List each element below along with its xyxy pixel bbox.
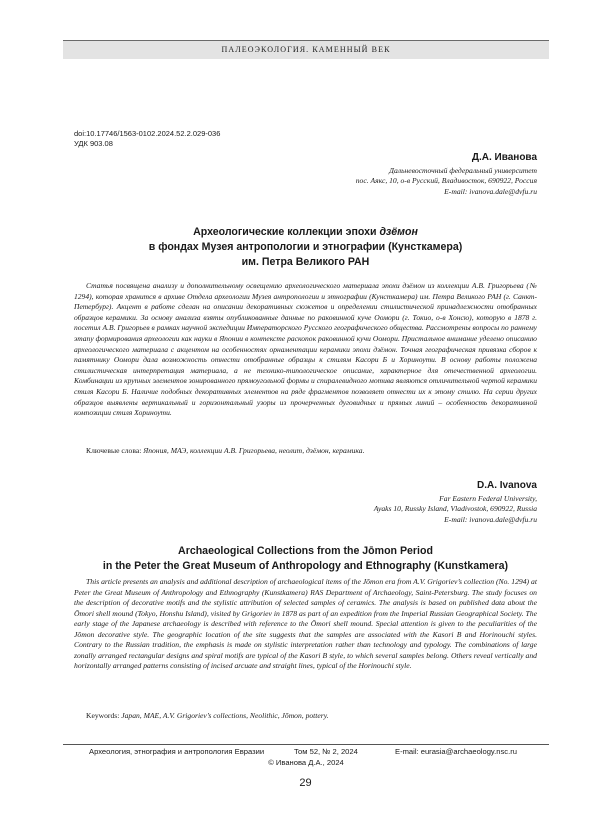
running-header: ПАЛЕОЭКОЛОГИЯ. КАМЕННЫЙ ВЕК xyxy=(63,40,549,59)
title-line: им. Петра Великого РАН xyxy=(241,256,370,268)
author-ru: Д.А. Иванова xyxy=(471,152,537,163)
abstract-en: This article presents an analysis and additional description of archaeological items of the Jōmon era from A.V. Grigoriev’s collection (No. 1294) at Peter the Great Museum of Anthropology and Ethnography (Kunstkamera) RAS Department of Archaeology, Saint-Petersburg. The study focuses on the description of decorative motifs and the stylistic attribution of selected samples of ceramics. The analysis is based on published data about the Ōmori shell mound (Tokyo, Honshu Island), visited by Grigoriev in 1878 as part of an expedition from the Imperial Russian Geographical Society. The early stage of the Japanese archaeology is described with reference to the Ōmori shell mound. Special attention is given to the peculiarities of the Jōmon decorative style. The geographic location of the site suggests that the samples are associated with the Kasori B and Horinouchi styles. Contrary to the Russian tradition, the emphasis is made on stylistic interpretation rather than technology and typology. The combinations of large zonally arranged rectangular designs and spiral motifs are typical of the Kasori B style, to which several samples belong. Others reveal vertically and horizontally arranged patterns consisting of incised arcuate and straight lines, typical of the Horinouchi style. xyxy=(74,577,537,670)
article-title-en xyxy=(74,544,537,574)
footer-divider xyxy=(63,744,549,745)
journal-volume: Том 52, № 2, 2024 xyxy=(294,747,358,756)
author-en: D.A. Ivanova xyxy=(476,480,537,491)
affiliation-line: Дальневосточный федеральный университет xyxy=(389,166,537,175)
affiliation-line: пос. Аякс, 10, о-в Русский, Владивосток, 690922, Россия xyxy=(355,176,537,186)
journal-name: Археология, этнография и антропология Евразии xyxy=(89,747,265,756)
affiliation-ru xyxy=(237,166,537,197)
keywords-en xyxy=(74,711,537,720)
keywords-label: Keywords: xyxy=(86,711,120,720)
title-line: Archaeological Collections from the Jōmon Period xyxy=(178,545,433,557)
title-line: in the Peter the Great Museum of Anthropology and Ethnography (Kunstkamera) xyxy=(102,560,509,572)
abstract-ru: Статья посвящена анализу и дополнительному освещению археологического материала эпохи дзёмон из коллекции А.В. Григорьева (№ 1294), которая хранится в архиве Отдела археологии Музея антропологии и этнографии (Кунсткамера) им. Петра Великого РАН (г. Санкт-Петербург). Акцент в работе сделан на описании декоративных сюжетов и определении стилистической принадлежности отобранных образцов керамики. За основу анализа взяты опубликованные данные по раковинной куче Оомори (г. Токио, о-в Хонсю), которую в 1878 г. посетил А.В. Григорьев в рамках научной экспедиции Императорского Русского географического общества. Рассмотрены вопросы по раннему этапу формирования археологии как науки в Японии в контексте раскопок раковинной кучи Оомори. Пристальное внимание уделено описанию археологического материала с акцентом на особенностях орнаментации керамики эпохи дзёмон. Точная географическая привязка сборов к памятнику Оомори дала возможность отнести отобранные образцы к стилям Касори Б и Хориноути. В основу работы положена стилистическая интерпретация материала, а не технико-типологическое описание, характерное для отечественной археологии. Комбинации из крупных элементов зонированного прямоугольной формы и спиралевидного мотива являются отличительной чертой керамики стиля Касори Б. Наличие подобных декоративных элементов на ряде фрагментов позволяет отнести их к этому стилю. На серии других образцов выявлены вертикальный и горизонтальный узоры из прочерченных дуговидных и прямых линий – особенность декоративной композиции стиля Хориноути. xyxy=(74,281,537,418)
keywords-label: Ключевые слова: xyxy=(86,446,142,455)
affiliation-line: Ayaks 10, Russky Island, Vladivostok, 690922, Russia xyxy=(373,504,537,514)
keywords-values: Япония, МАЭ, коллекции А.В. Григорьева, неолит, дзёмон, керамика. xyxy=(143,446,365,455)
affiliation-line: Far Eastern Federal University, xyxy=(439,494,537,503)
udk: УДК 903.08 xyxy=(74,139,113,148)
footer-journal-line xyxy=(63,747,549,758)
copyright: © Иванова Д.А., 2024 xyxy=(268,758,344,767)
title-italic-word: дзёмон xyxy=(379,226,418,238)
page-number: 29 xyxy=(299,777,312,789)
title-line: в фондах Музея антропологии и этнографии (Кунсткамера) xyxy=(148,241,463,253)
email-ru[interactable]: E-mail: ivanova.dale@dvfu.ru xyxy=(444,186,537,196)
email-en[interactable]: E-mail: ivanova.dale@dvfu.ru xyxy=(444,514,537,524)
keywords-ru xyxy=(74,446,537,455)
doi[interactable]: doi:10.17746/1563-0102.2024.52.2.029-036 xyxy=(74,129,221,138)
journal-email[interactable]: E-mail: eurasia@archaeology.nsc.ru xyxy=(395,747,517,756)
keywords-values: Japan, MAE, A.V. Grigoriev’s collections, Neolithic, Jōmon, pottery. xyxy=(121,711,329,720)
article-title-ru xyxy=(74,225,537,270)
title-line: Археологические коллекции эпохи дзёмон xyxy=(193,226,418,238)
affiliation-en xyxy=(237,494,537,525)
